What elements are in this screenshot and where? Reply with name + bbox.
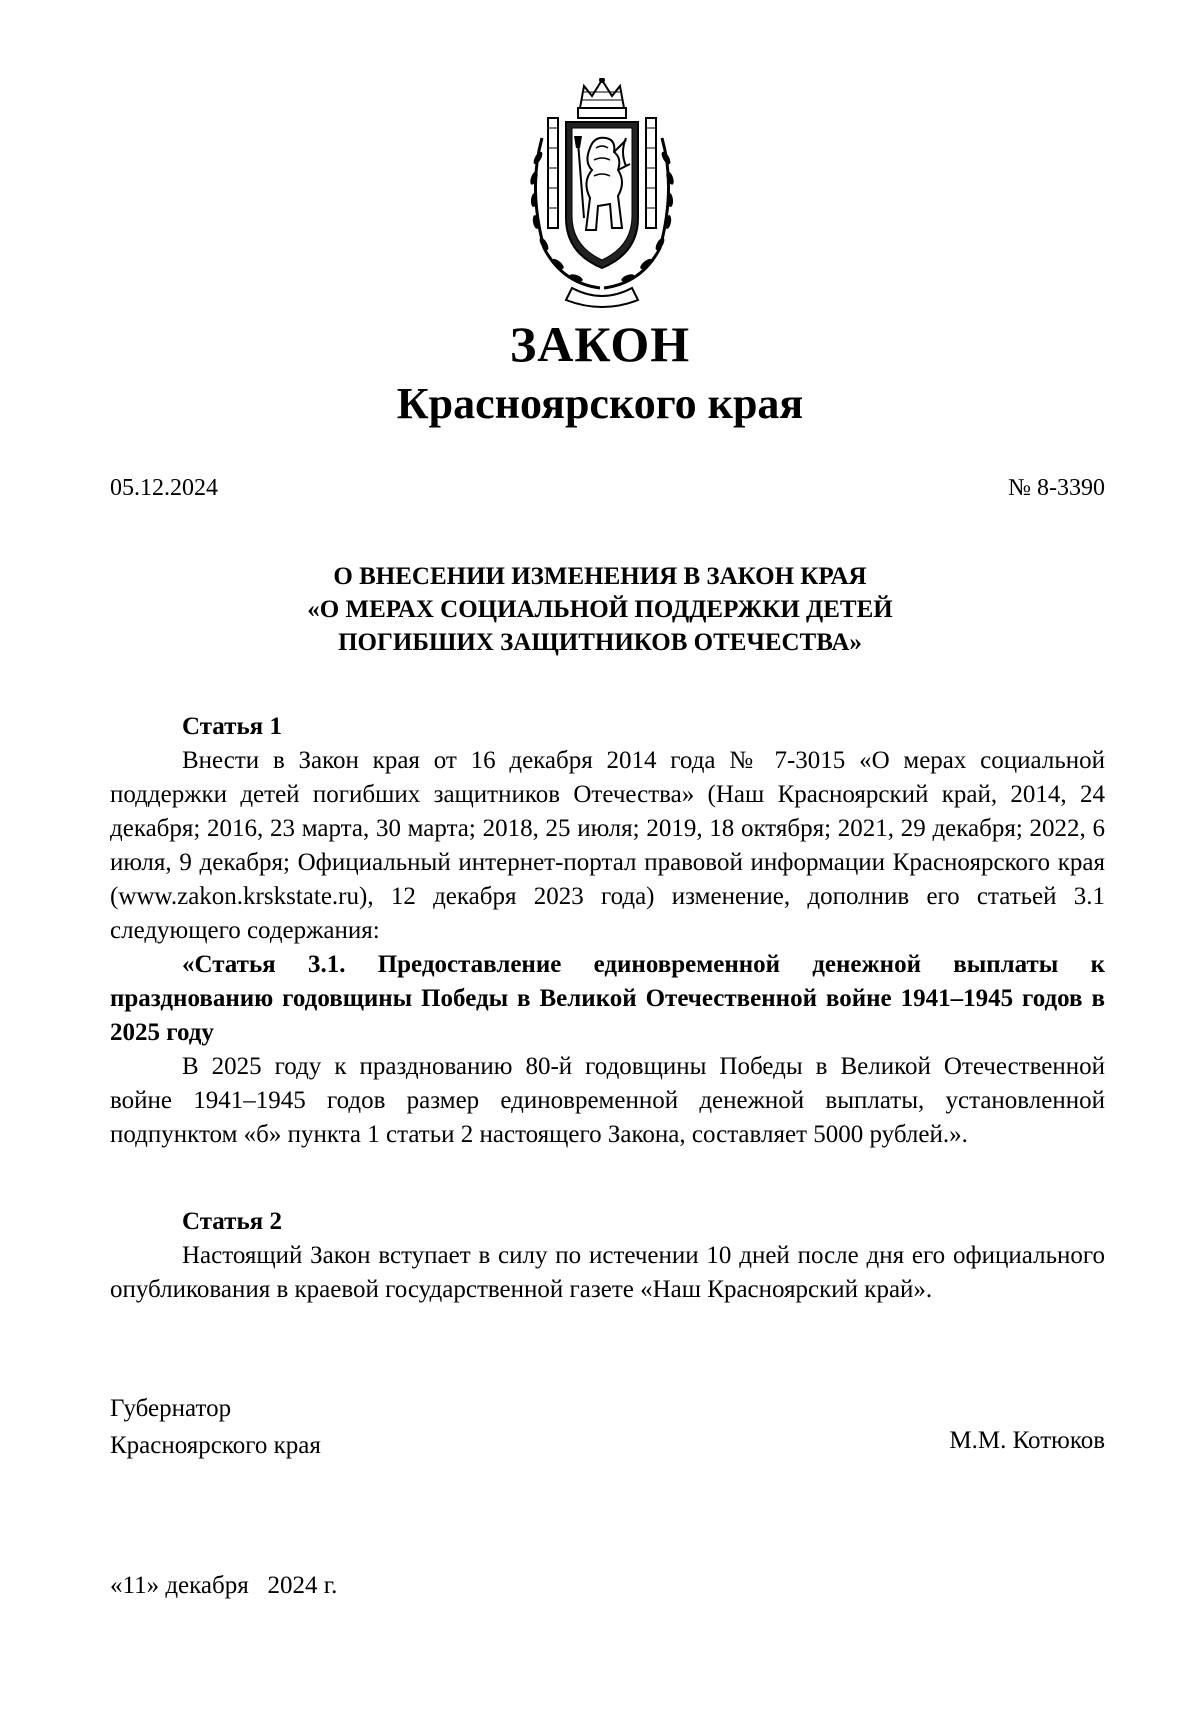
signatory-position [110, 1390, 321, 1464]
law-heading-line: ПОГИБШИХ ЗАЩИТНИКОВ ОТЕЧЕСТВА» [338, 629, 862, 656]
article-2-title: Статья 2 [182, 1208, 282, 1235]
document-date: 05.12.2024 [110, 475, 218, 501]
article-2-paragraph: Настоящий Закон вступает в силу по истечении 10 дней после дня его официального опубликования в краевой государственной газете «Наш Красноярский край». [110, 1242, 1105, 1303]
article-1-title: Статья 1 [182, 713, 282, 740]
coat-of-arms-emblem [522, 78, 682, 308]
signatory-name: М.М. Котюков [949, 1427, 1105, 1454]
article-1-paragraph: Внести в Закон края от 16 декабря 2014 года № 7-3015 «О мерах социальной поддержки детей погибших защитников Отечества» (Наш Красноярский край, 2014, 24 декабря; 2016, 23 марта, 30 марта; 2018, 25 июля; 2019, 18 октября; 2021, 29 декабря; 2022, 6 июля, 9 декабря; Официальный интернет-портал правовой информации Красноярского края (www.zakon.krskstate.ru), 12 декабря 2023 года) изменение, дополнив его статьей 3.1 следующего содержания: [110, 747, 1105, 944]
law-heading-line: О ВНЕСЕНИИ ИЗМЕНЕНИЯ В ЗАКОН КРАЯ [333, 563, 867, 590]
law-heading-line: «О МЕРАХ СОЦИАЛЬНОЙ ПОДДЕРЖКИ ДЕТЕЙ [307, 596, 893, 623]
law-heading [150, 560, 1050, 659]
signatory-position-line: Красноярского края [110, 1432, 321, 1459]
inserted-article-title: «Статья 3.1. Предоставление единовременной денежной выплаты к празднованию годовщины Победы в Великой Отечественной войне 1941–1945 годов в 2025 году [110, 951, 1105, 1046]
document-number: № 8-3390 [1008, 475, 1105, 501]
document-title: ЗАКОН [509, 316, 691, 372]
inserted-article-text: В 2025 году к празднованию 80-й годовщины Победы в Великой Отечественной войне 1941–1945 годов размер единовременной денежной выплаты, установленной подпунктом «б» пункта 1 статьи 2 настоящего Закона, составляет 5000 рублей.». [110, 1053, 1105, 1148]
signatory-position-line: Губернатор [110, 1395, 232, 1422]
article-1 [110, 710, 1105, 1152]
signing-date: «11» декабря 2024 г. [110, 1572, 338, 1599]
article-2 [110, 1205, 1105, 1307]
document-subtitle: Красноярского края [396, 379, 804, 428]
